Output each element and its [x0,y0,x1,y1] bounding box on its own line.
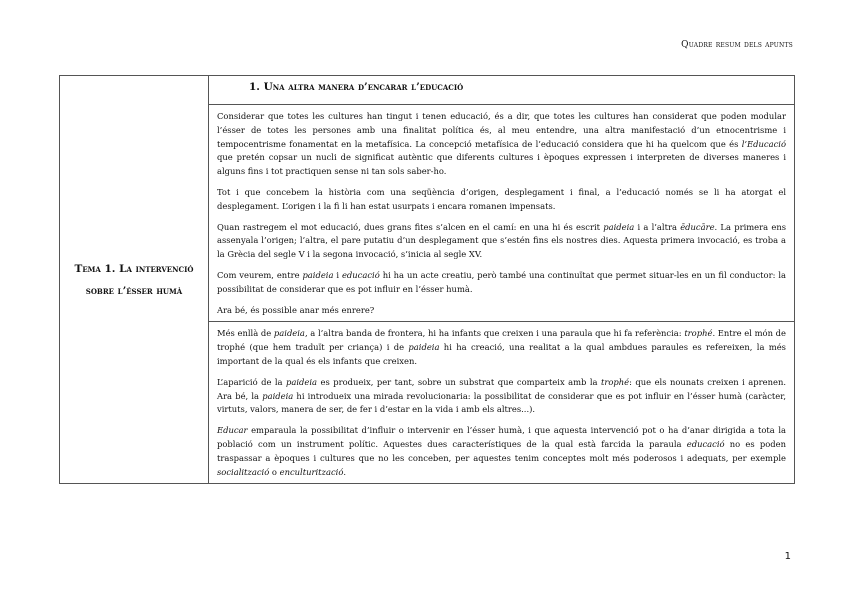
topic-title: Tema 1. La intervenció [74,262,194,275]
paragraph: Considerar que totes les cultures han tingut i tenen educació, és a dir, que totes les cultures han considerat que poden modular l’ésser de totes les persones amb una finalitat política és, al meu entendre, una altra manifestació d’un etnocentrisme i tempocentrisme fonamentat en la metafísica. La concepció metafísica de l’educació considera que hi ha quelcom que és l’Educació que pretén copsar un nucli de significat autèntic que diferents cultures i èpoques expressen i interpreten de diverses maneres i alguns fins i tot practiquen sense ni tan sols saber-ho. [217,111,786,177]
topic-cell [60,76,209,484]
running-header: Quadre resum dels apunts [681,40,793,50]
page-number: 1 [784,551,791,562]
paragraph: Com veurem, entre paideia i educació hi ha un acte creatiu, però també una continuïtat que permet situar-les en un fil conductor: la possibilitat de considerar que es pot influir en l’ésser humà. [217,269,786,294]
section-title: 1. Una altra manera d’encarar l’educació [209,76,795,105]
content-block-2 [209,322,795,484]
table-row [60,76,795,105]
topic-subtitle: sobre l’ésser humà [85,284,183,297]
paragraph: Quan rastregem el mot educació, dues grans fites s’alcen en el camí: en una hi és escrit paideia i a l’altra ēducāre. La primera ens assenyala l’origen; l’altra, el pare putatiu d’un desplegament que s’estén fins els nostres dies. Aquesta primera invocació, es troba a la Grècia del segle V i la segona invocació, s’inicia al segle XV. [217,221,787,260]
paragraph: Més enllà de paideia, a l’altra banda de frontera, hi ha infants que creixen i una paraula que hi fa referència: trophé. Entre el món de trophé (que hem traduït per criança) i de paideia hi ha creació, una realitat a la qual ambdues paraules es refereixen, la més important de la qual és els infants que creixen. [217,328,786,366]
summary-table [59,75,795,484]
paragraph: Tot i que concebem la història com una seqüència d’origen, desplegament i final, a l’educació només se li ha atorgat el desplegament. L’origen i la fi li han estat usurpats i encara romanen impensats. [217,186,786,211]
content-block-1 [209,105,795,322]
paragraph: Ara bé, és possible anar més enrere? [217,304,375,315]
paragraph: L’aparició de la paideia es produeix, per tant, sobre un substrat que comparteix amb la trophé: que els nounats creixen i aprenen. Ara bé, la paideia hi introdueix una mirada revolucionaria: la possibilitat de considerar que es pot influir en l’ésser humà (caràcter, virtuts, valors, manera de ser, de fer i d’estar en la vida i amb els altres...). [217,376,786,415]
paragraph: Educar emparaula la possibilitat d’influir o intervenir en l’ésser humà, i que aquesta intervenció pot o ha d’anar dirigida a tota la població com un instrument polític. Aquestes dues característiques de la qual està farcida la paraula educació no es poden traspassar a èpoques i cultures que no les conceben, per aquestes tenim conceptes molt més poderosos i adequats, per exemple socialització o enculturització. [217,425,786,477]
